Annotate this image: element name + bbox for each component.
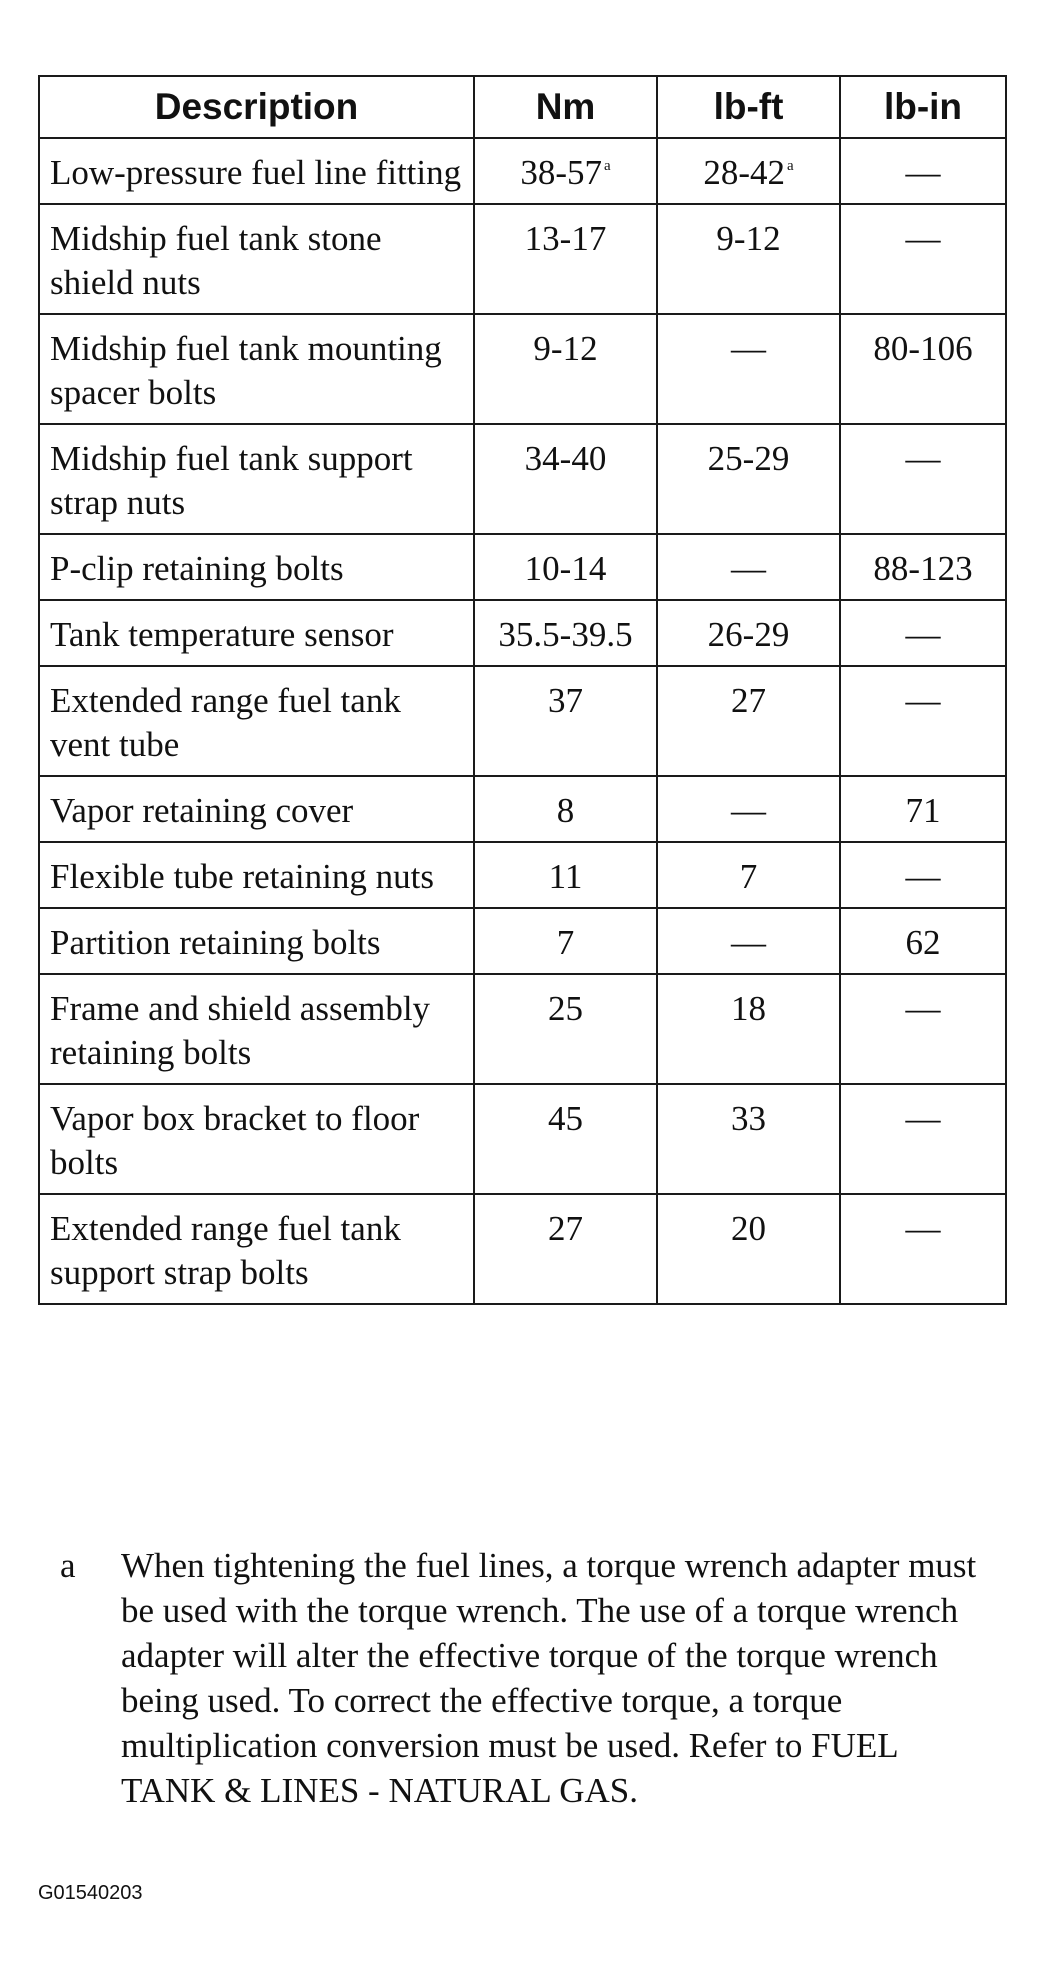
table-row	[39, 138, 1006, 204]
cell-lb-ft-value: 9-12	[716, 219, 781, 258]
footnote	[60, 1543, 990, 1813]
cell-description	[39, 204, 474, 314]
cell-description-value: Midship fuel tank mounting spacer bolts	[50, 329, 442, 412]
cell-nm	[474, 1084, 657, 1194]
cell-description	[39, 1084, 474, 1194]
cell-description	[39, 534, 474, 600]
cell-lb-ft	[657, 314, 840, 424]
cell-lb-ft-value: 20	[731, 1209, 766, 1248]
cell-description	[39, 908, 474, 974]
cell-nm-value: 45	[548, 1099, 583, 1138]
header-nm: Nm	[474, 76, 657, 138]
cell-lb-in	[840, 842, 1006, 908]
table-row	[39, 1084, 1006, 1194]
cell-lb-in-value: 88-123	[873, 549, 973, 588]
table-row	[39, 908, 1006, 974]
cell-description	[39, 1194, 474, 1304]
cell-lb-in	[840, 974, 1006, 1084]
cell-lb-in-value: —	[905, 219, 941, 258]
cell-lb-ft-value: 7	[739, 857, 758, 896]
cell-lb-ft-value: —	[731, 549, 766, 588]
cell-nm	[474, 600, 657, 666]
cell-description-value: Vapor box bracket to floor bolts	[50, 1099, 420, 1182]
cell-lb-in	[840, 600, 1006, 666]
cell-lb-in-value: —	[905, 439, 941, 478]
cell-lb-ft-value: 28-42	[703, 153, 785, 192]
cell-nm	[474, 314, 657, 424]
cell-nm-value: 38-57	[520, 153, 602, 192]
cell-lb-in-value: —	[905, 615, 941, 654]
table-row	[39, 534, 1006, 600]
cell-description	[39, 138, 474, 204]
footnote-marker: a	[60, 1546, 76, 1585]
cell-lb-in-value: —	[905, 989, 941, 1028]
header-description: Description	[39, 76, 474, 138]
cell-nm	[474, 842, 657, 908]
cell-nm-value: 10-14	[524, 549, 607, 588]
cell-lb-in	[840, 666, 1006, 776]
cell-lb-ft-value: —	[731, 923, 766, 962]
cell-description-value: Low-pressure fuel line fitting	[50, 153, 462, 192]
cell-lb-in-value: —	[905, 153, 941, 192]
cell-lb-in	[840, 314, 1006, 424]
cell-lb-ft	[657, 138, 840, 204]
cell-lb-ft	[657, 600, 840, 666]
table-row	[39, 974, 1006, 1084]
cell-lb-ft	[657, 424, 840, 534]
cell-lb-ft	[657, 776, 840, 842]
cell-description	[39, 666, 474, 776]
cell-description-value: Tank temperature sensor	[50, 615, 394, 654]
cell-nm-value: 7	[556, 923, 575, 962]
table-header	[39, 76, 1006, 138]
cell-nm-value: 13-17	[524, 219, 607, 258]
cell-description-value: Midship fuel tank stone shield nuts	[50, 219, 382, 302]
footnote-text: When tightening the fuel lines, a torque wrench adapter must be used with the torque wrench. The use of a torque wrench adapter will alter the effective torque of the torque wrench being used. To correct the effective torque, a torque multiplication conversion must be used. Refer to FUEL TANK & LINES - NATURAL GAS.	[121, 1546, 977, 1810]
cell-nm	[474, 1194, 657, 1304]
cell-lb-ft-value: —	[731, 791, 766, 830]
header-lb-in: lb-in	[840, 76, 1006, 138]
cell-lb-in-value: —	[905, 681, 941, 720]
table-row	[39, 1194, 1006, 1304]
cell-nm	[474, 424, 657, 534]
cell-lb-in-value: 80-106	[873, 329, 973, 368]
table-row	[39, 600, 1006, 666]
cell-lb-in	[840, 534, 1006, 600]
cell-description-value: Frame and shield assembly retaining bolts	[50, 989, 431, 1072]
cell-lb-ft	[657, 204, 840, 314]
cell-nm	[474, 138, 657, 204]
cell-lb-in-value: 62	[905, 923, 941, 962]
cell-lb-in-value: —	[905, 857, 941, 896]
cell-lb-in-value: 71	[905, 791, 941, 830]
cell-nm-value: 35.5-39.5	[498, 615, 633, 654]
cell-nm	[474, 666, 657, 776]
cell-lb-in-value: —	[905, 1209, 941, 1248]
cell-lb-ft	[657, 666, 840, 776]
header-lb-ft: lb-ft	[657, 76, 840, 138]
cell-lb-ft-value: —	[731, 329, 766, 368]
table-row	[39, 204, 1006, 314]
cell-nm	[474, 908, 657, 974]
cell-description	[39, 776, 474, 842]
table-row	[39, 314, 1006, 424]
table-row	[39, 424, 1006, 534]
cell-lb-ft	[657, 1194, 840, 1304]
cell-nm	[474, 534, 657, 600]
figure-id: G01540203	[38, 1882, 143, 1904]
cell-description-value: Partition retaining bolts	[50, 923, 381, 962]
torque-specifications-table	[38, 75, 1007, 1305]
cell-lb-in	[840, 138, 1006, 204]
cell-lb-ft-value: 18	[731, 989, 766, 1028]
header-row	[39, 76, 1006, 138]
cell-lb-ft	[657, 842, 840, 908]
cell-nm-value: 9-12	[533, 329, 598, 368]
cell-nm	[474, 974, 657, 1084]
table-row	[39, 842, 1006, 908]
cell-lb-in	[840, 1084, 1006, 1194]
cell-description	[39, 974, 474, 1084]
cell-description-value: P-clip retaining bolts	[50, 549, 344, 588]
cell-lb-in-value: —	[905, 1099, 941, 1138]
cell-description-value: Flexible tube retaining nuts	[50, 857, 434, 896]
cell-lb-ft	[657, 1084, 840, 1194]
cell-lb-in	[840, 776, 1006, 842]
cell-lb-ft	[657, 534, 840, 600]
cell-description-value: Extended range fuel tank support strap bolts	[50, 1209, 401, 1292]
table-body	[39, 138, 1006, 1304]
cell-lb-ft-value: 27	[731, 681, 766, 720]
table-row	[39, 776, 1006, 842]
cell-description	[39, 842, 474, 908]
cell-description	[39, 600, 474, 666]
cell-description-value: Vapor retaining cover	[50, 791, 354, 830]
cell-lb-in	[840, 204, 1006, 314]
cell-lb-in	[840, 908, 1006, 974]
cell-lb-in	[840, 1194, 1006, 1304]
cell-lb-ft-value: 26-29	[707, 615, 790, 654]
table-row	[39, 666, 1006, 776]
cell-nm-value: 8	[556, 791, 575, 830]
cell-nm-value: 34-40	[524, 439, 607, 478]
cell-lb-in	[840, 424, 1006, 534]
cell-nm-value: 37	[548, 681, 583, 720]
cell-description-value: Extended range fuel tank vent tube	[50, 681, 401, 764]
cell-lb-ft	[657, 974, 840, 1084]
cell-nm	[474, 776, 657, 842]
cell-lb-ft-value: 25-29	[707, 439, 790, 478]
cell-description	[39, 314, 474, 424]
cell-description	[39, 424, 474, 534]
cell-nm	[474, 204, 657, 314]
cell-nm-value: 11	[548, 857, 583, 896]
footnote-reference: a	[786, 158, 794, 174]
cell-lb-ft	[657, 908, 840, 974]
cell-nm-value: 27	[548, 1209, 583, 1248]
cell-lb-ft-value: 33	[731, 1099, 766, 1138]
cell-description-value: Midship fuel tank support strap nuts	[50, 439, 413, 522]
footnote-reference: a	[603, 158, 611, 174]
cell-nm-value: 25	[548, 989, 583, 1028]
